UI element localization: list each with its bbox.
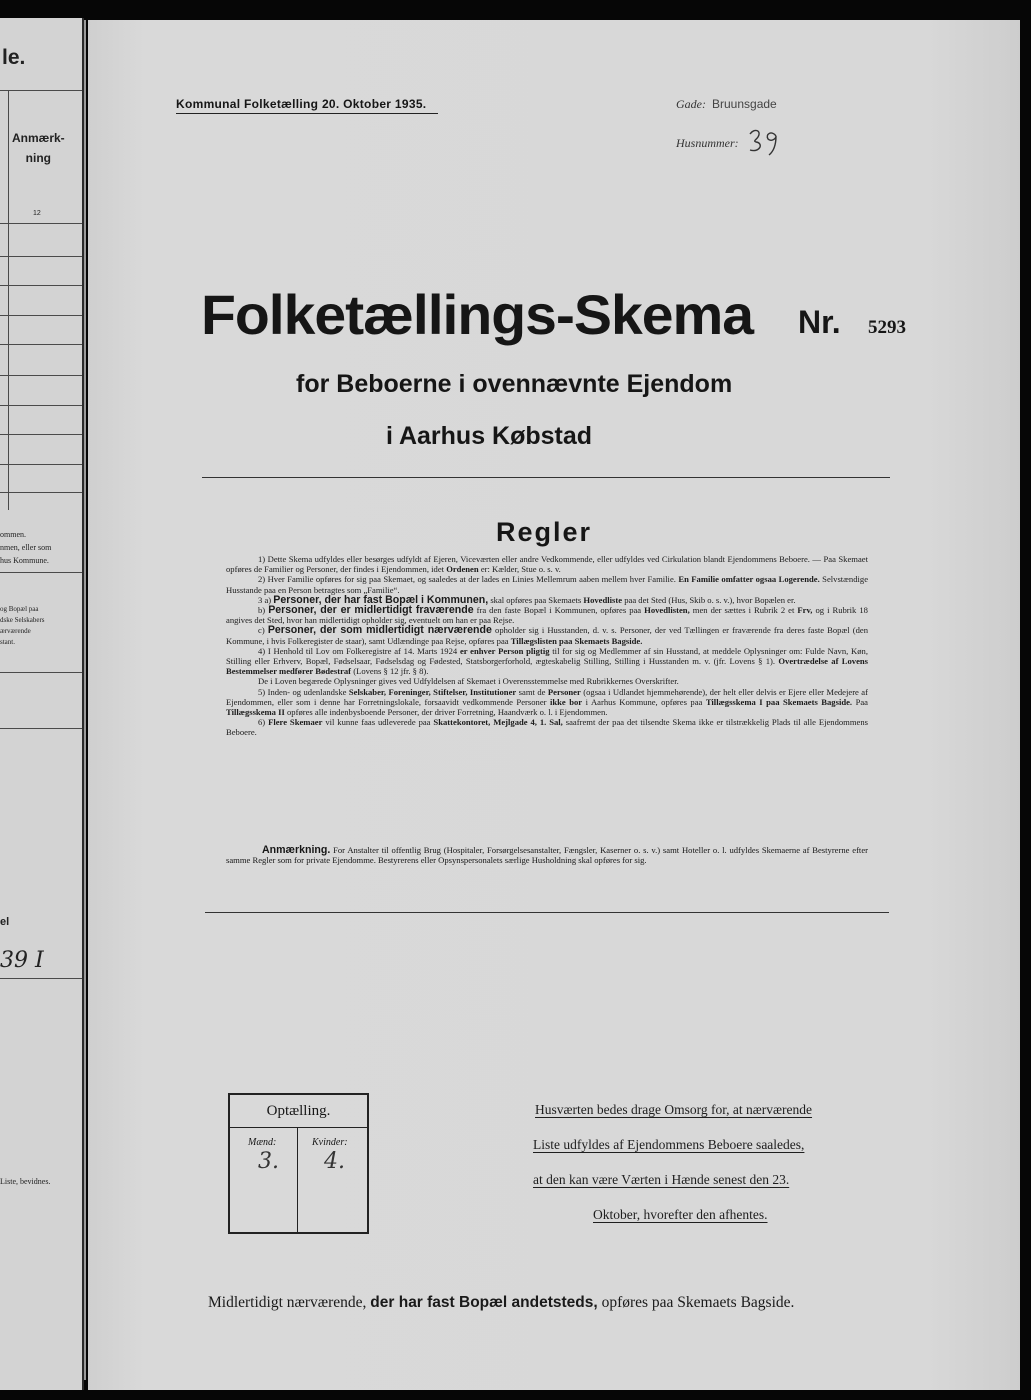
notice-line-1: Husværten bedes drage Omsorg for, at nærværende: [535, 1102, 813, 1117]
rule-2: 2) Hver Familie opføres for sig paa Skemaet, og saaledes at der lades en Linies Mellemrum aaben mellem hver Familie. En Familie omfatter ogsaa Logerende. Selvstændige Husstande paa en Person betragtes som „Familie“.: [226, 574, 869, 595]
adjacent-col-number: 12: [33, 210, 41, 217]
rules-text: [226, 554, 868, 738]
adjacent-fragment: dske Selskabers: [0, 616, 45, 624]
rule-6: 6) Flere Skemaer vil kunne faas udleverede paa Skattekontoret, Mejlgade 4, 1. Sal, saafremt der paa det tilsendte Skema ikke er tilstrækkelig Plads til alle Ejendommens Beboere.: [226, 717, 869, 738]
divider: [205, 912, 889, 913]
adjacent-fragment: hus Kommune.: [0, 556, 49, 565]
adjacent-fragment: stant.: [0, 638, 15, 646]
form-subtitle-1: for Beboerne i ovennævnte Ejendom: [296, 370, 733, 398]
count-box-title: Optælling.: [266, 1103, 331, 1119]
form-title: Folketællings-Skema: [201, 283, 753, 346]
women-label: Kvinder:: [312, 1137, 348, 1148]
adjacent-fragment: nmen, eller som: [0, 543, 52, 552]
rule-3a: 3 a) Personer, der har fast Bopæl i Kommunen, skal opføres paa Skemaets Hovedliste paa det Sted (Hus, Skib o. s. v.), hvor Bopælen er.: [258, 593, 796, 606]
men-label: Mænd:: [248, 1137, 277, 1148]
notice-line-3: at den kan være Værten i Hænde senest den 23.: [533, 1172, 790, 1187]
adjacent-fragment: el: [0, 916, 10, 928]
rule-3c: c) Personer, der som midlertidigt nærværende opholder sig i Husstanden, d. v. s. Personer, der ved Tællingen er fraværende fra deres faste Bopæl (den Kommune, i hvis Folkeregister de staar), samt Udlændinge paa Rejse, opføres paa Tillægslisten paa Skemaets Bagside.: [226, 624, 868, 646]
street-label: Gade:: [676, 97, 706, 111]
women-count: 4.: [324, 1149, 345, 1174]
remark-label: Anmærkning.: [262, 844, 331, 856]
adjacent-heading: le.: [2, 46, 26, 69]
divider: [202, 477, 890, 478]
adjacent-fragment: og Bopæl paa: [0, 605, 39, 613]
house-number-handwriting: [744, 126, 784, 156]
adjacent-fragment: Liste, bevidnes.: [0, 1177, 51, 1186]
census-label: Kommunal Folketælling 20. Oktober 1935.: [176, 97, 427, 111]
rule-4-extra: De i Loven begærede Oplysninger gives ved Udfyldelsen af Skemaet i Overensstemmelse med Rubrikkernes Overskrifter.: [258, 676, 679, 687]
street-value: Bruunsgade: [712, 97, 777, 111]
rule-3b: b) Personer, der er midlertidigt fraværende fra den faste Bopæl i Kommunen, opføres paa Hovedlisten, men der sættes i Rubrik 2 et Frv, og i Rubrik 18 angives det Sted, hvor han midlertidigt opholder sig, eventuelt om han er paa Rejse.: [226, 604, 868, 626]
form-subtitle-2: i Aarhus Købstad: [386, 422, 593, 450]
rules-heading: Regler: [496, 517, 593, 547]
adjacent-handwritten-ref: 39 I: [0, 948, 44, 973]
rule-5: 5) Inden- og udenlandske Selskaber, Foreninger, Stiftelser, Institutioner samt de Personer (ogsaa i Udlandet hjemmehørende), der helt eller delvis er Ejere eller Medejere af Ejendommen, eller som i denne har Forretningslokale, forsaavidt vedkommende Personer ikke bor i Aarhus Kommune, opføres paa Tillægsskema I paa Skemaets Bagside. Paa Tillægsskema II opføres alle indenbysboende Personer, der driver Forretning, Haandværk o. l. i Ejendommen.: [226, 686, 868, 718]
form-number-label: Nr.: [798, 304, 841, 340]
adjacent-fragment: ærværende: [0, 627, 31, 635]
remark-text: Anmærkning. For Anstalter til offentlig Brug (Hospitaler, Forsørgelsesanstalter, Fængsler, Kaserner o. s. v.) samt Hoteller o. l. udfyldes Skemaerne af Bestyrerne efter samme Regler som for private Ejendomme. Bestyrerens eller Opsynspersonalets særlige Husholdning skal opføres for sig.: [226, 844, 868, 866]
adjacent-fragment: ommen.: [0, 530, 26, 539]
count-box: [228, 1093, 369, 1234]
house-number-label: Husnummer:: [676, 136, 739, 150]
rule-4: 4) I Henhold til Lov om Folkeregistre af 14. Marts 1924 er enhver Person pligtig til for sig og Medlemmer af sin Husstand, at meddele Oplysninger om: Fulde Navn, Køn, Stilling eller Erhverv, Bopæl, Fødselsaar, Fødselsdag og Fødested, Statsborgerforhold, ægteskabelig Stilling, Stilling i Husstanden m. v. (jfr. Lovens § 1). Overtrædelse af Lovens Bestemmelser medfører Bødestraf (Lovens § 12 jfr. § 8).: [226, 645, 869, 677]
notice-line-2: Liste udfyldes af Ejendommens Beboere saaledes,: [533, 1137, 805, 1152]
men-count: 3.: [258, 1149, 279, 1174]
rule-1: 1) Dette Skema udfyldes eller besørges udfyldt af Ejeren, Viceværten eller andre Vedkommende, eller udfyldes ved Cirkulation blandt Ejendommens Beboere. — Paa Skemaet opføres de Familier og Personer, der findes i Ejendommen, idet Ordenen er: Kælder, Stue o. s. v.: [226, 554, 868, 575]
adjacent-col-header: Anmærk- ning: [12, 131, 65, 165]
adjacent-page: [0, 18, 84, 1390]
form-number-value: 5293: [868, 317, 906, 338]
footer-note: Midlertidigt nærværende, der har fast Bopæl andetsteds, opføres paa Skemaets Bagside.: [208, 1294, 795, 1311]
notice-line-4: Oktober, hvorefter den afhentes.: [593, 1207, 768, 1222]
